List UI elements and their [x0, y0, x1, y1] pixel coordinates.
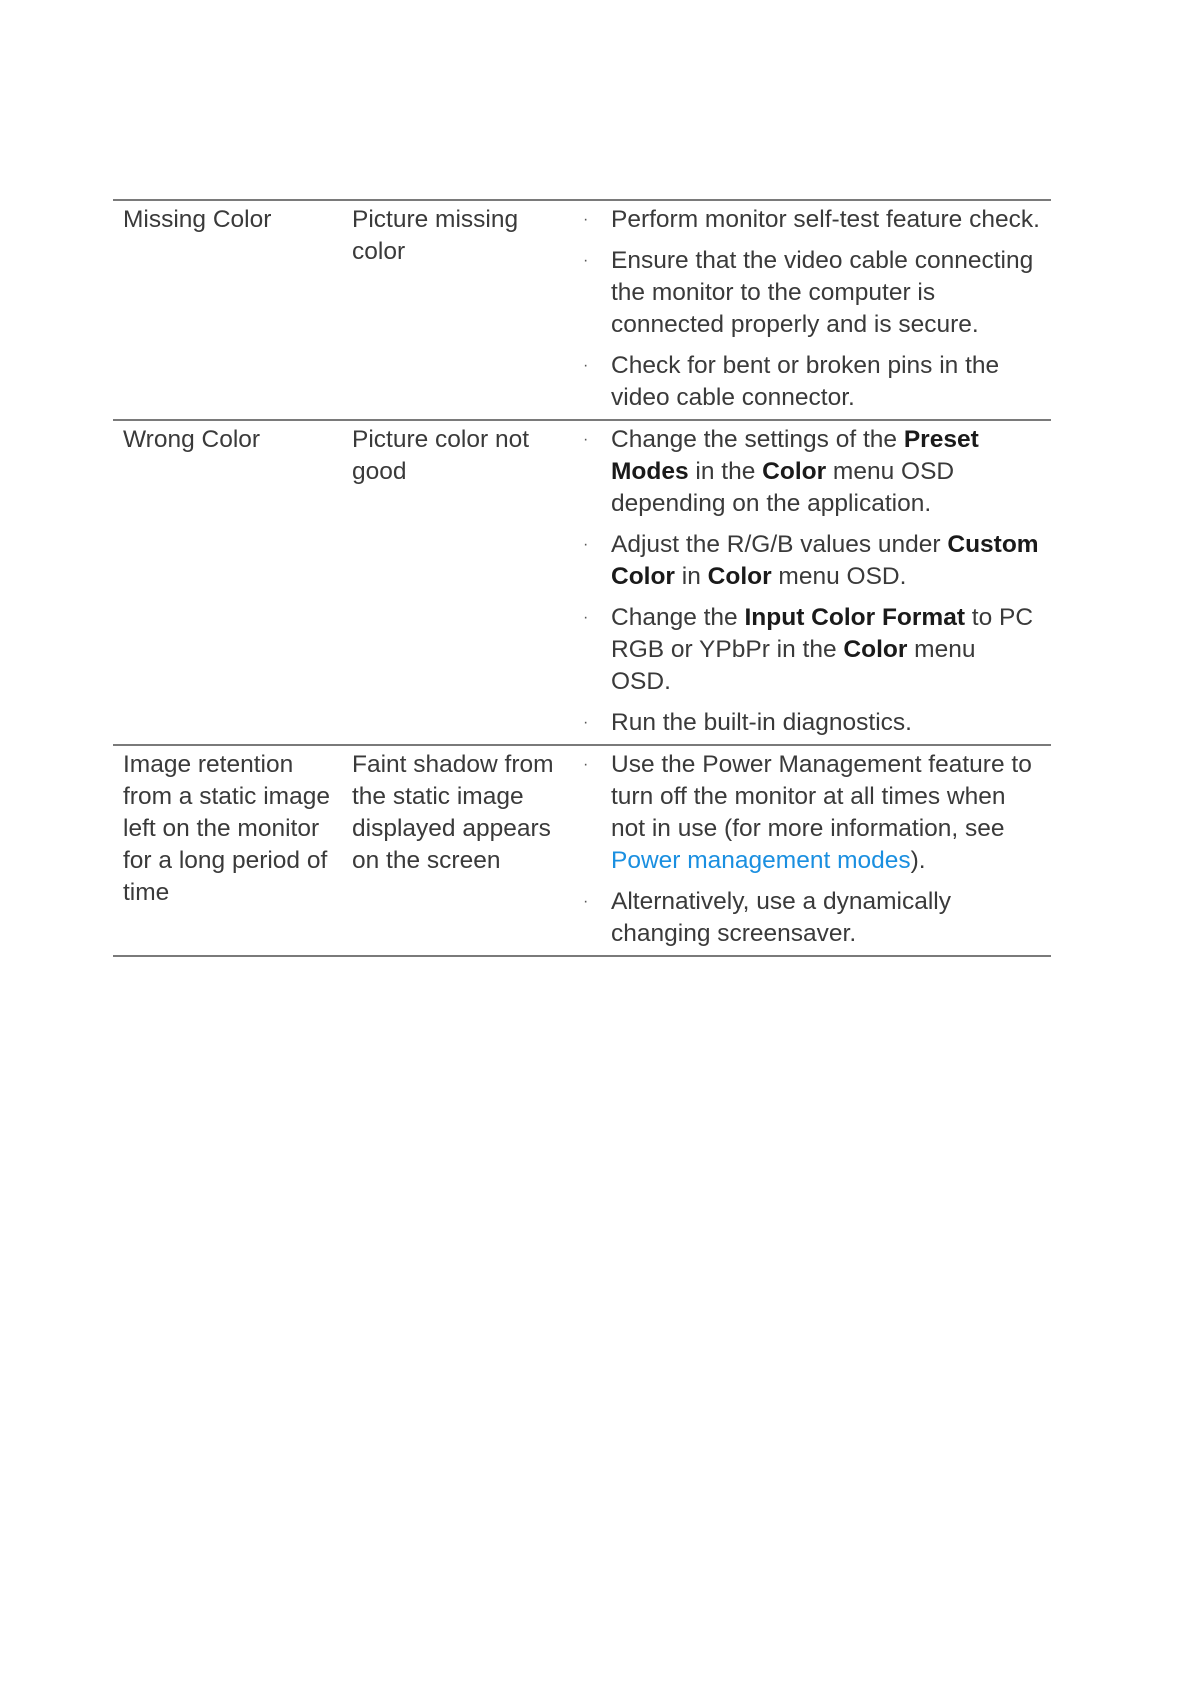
bullet-icon: · — [583, 714, 589, 731]
solution-text: in the — [688, 458, 763, 485]
power-management-modes-link[interactable]: Power management modes — [611, 847, 911, 874]
solution-text: in — [674, 563, 708, 590]
solution-text: Run the built-in diagnostics. — [611, 709, 912, 736]
solution-cell — [571, 745, 1051, 956]
bullet-icon: · — [583, 431, 589, 448]
solution-text: Adjust the R/G/B values under — [611, 531, 948, 558]
solution-item — [581, 707, 1041, 739]
solution-text: to PC RGB or YPbPr in the — [611, 604, 1034, 663]
solution-item — [581, 529, 1041, 593]
problem-cell: Image retention from a static image left on the monitor for a long period of time — [113, 745, 342, 956]
solution-item — [581, 424, 1041, 520]
troubleshooting-table-body — [113, 200, 1051, 956]
table-row — [113, 420, 1051, 745]
solution-text: Ensure that the video cable connecting the monitor to the computer is connected properly and is secure. — [611, 247, 1034, 338]
solution-item — [581, 245, 1041, 341]
solution-text: Change the settings of the — [611, 426, 904, 453]
bold-term: Input Color Format — [744, 604, 965, 631]
problem-cell: Missing Color — [113, 200, 342, 420]
solution-text: menu OSD. — [771, 563, 907, 590]
bullet-icon: · — [583, 536, 589, 553]
bullet-icon: · — [583, 756, 589, 773]
bullet-icon: · — [583, 252, 589, 269]
bold-term: Color — [843, 636, 908, 663]
troubleshooting-table — [113, 199, 1051, 957]
bullet-icon: · — [583, 893, 589, 910]
solution-item — [581, 602, 1041, 698]
table-row — [113, 200, 1051, 420]
table-row — [113, 745, 1051, 956]
bullet-icon: · — [583, 357, 589, 374]
bold-term: Preset Modes — [611, 426, 979, 485]
solution-text: Change the — [611, 604, 745, 631]
solution-text: Check for bent or broken pins in the video cable connector. — [611, 352, 1000, 411]
solution-text: menu OSD depending on the application. — [611, 458, 955, 517]
solution-item — [581, 350, 1041, 414]
solution-cell — [571, 200, 1051, 420]
symptom-cell: Faint shadow from the static image displayed appears on the screen — [342, 745, 571, 956]
solution-item — [581, 886, 1041, 950]
symptom-cell: Picture missing color — [342, 200, 571, 420]
solution-list — [581, 749, 1041, 950]
bullet-icon: · — [583, 211, 589, 228]
solution-item — [581, 749, 1041, 877]
problem-cell: Wrong Color — [113, 420, 342, 745]
solution-text: Alternatively, use a dynamically changing screensaver. — [611, 888, 951, 947]
symptom-cell: Picture color not good — [342, 420, 571, 745]
solution-item — [581, 204, 1041, 236]
solution-cell — [571, 420, 1051, 745]
bullet-icon: · — [583, 609, 589, 626]
solution-text: Perform monitor self-test feature check. — [611, 206, 1040, 233]
bold-term: Color — [707, 563, 772, 590]
solution-text: Use the Power Management feature to turn off the monitor at all times when not in use (for more information, see — [611, 751, 1032, 842]
solution-list — [581, 424, 1041, 739]
solution-text: menu OSD. — [611, 636, 976, 695]
solution-text: ). — [910, 847, 926, 874]
bold-term: Custom Color — [611, 531, 1039, 590]
bold-term: Color — [762, 458, 827, 485]
solution-list — [581, 204, 1041, 414]
